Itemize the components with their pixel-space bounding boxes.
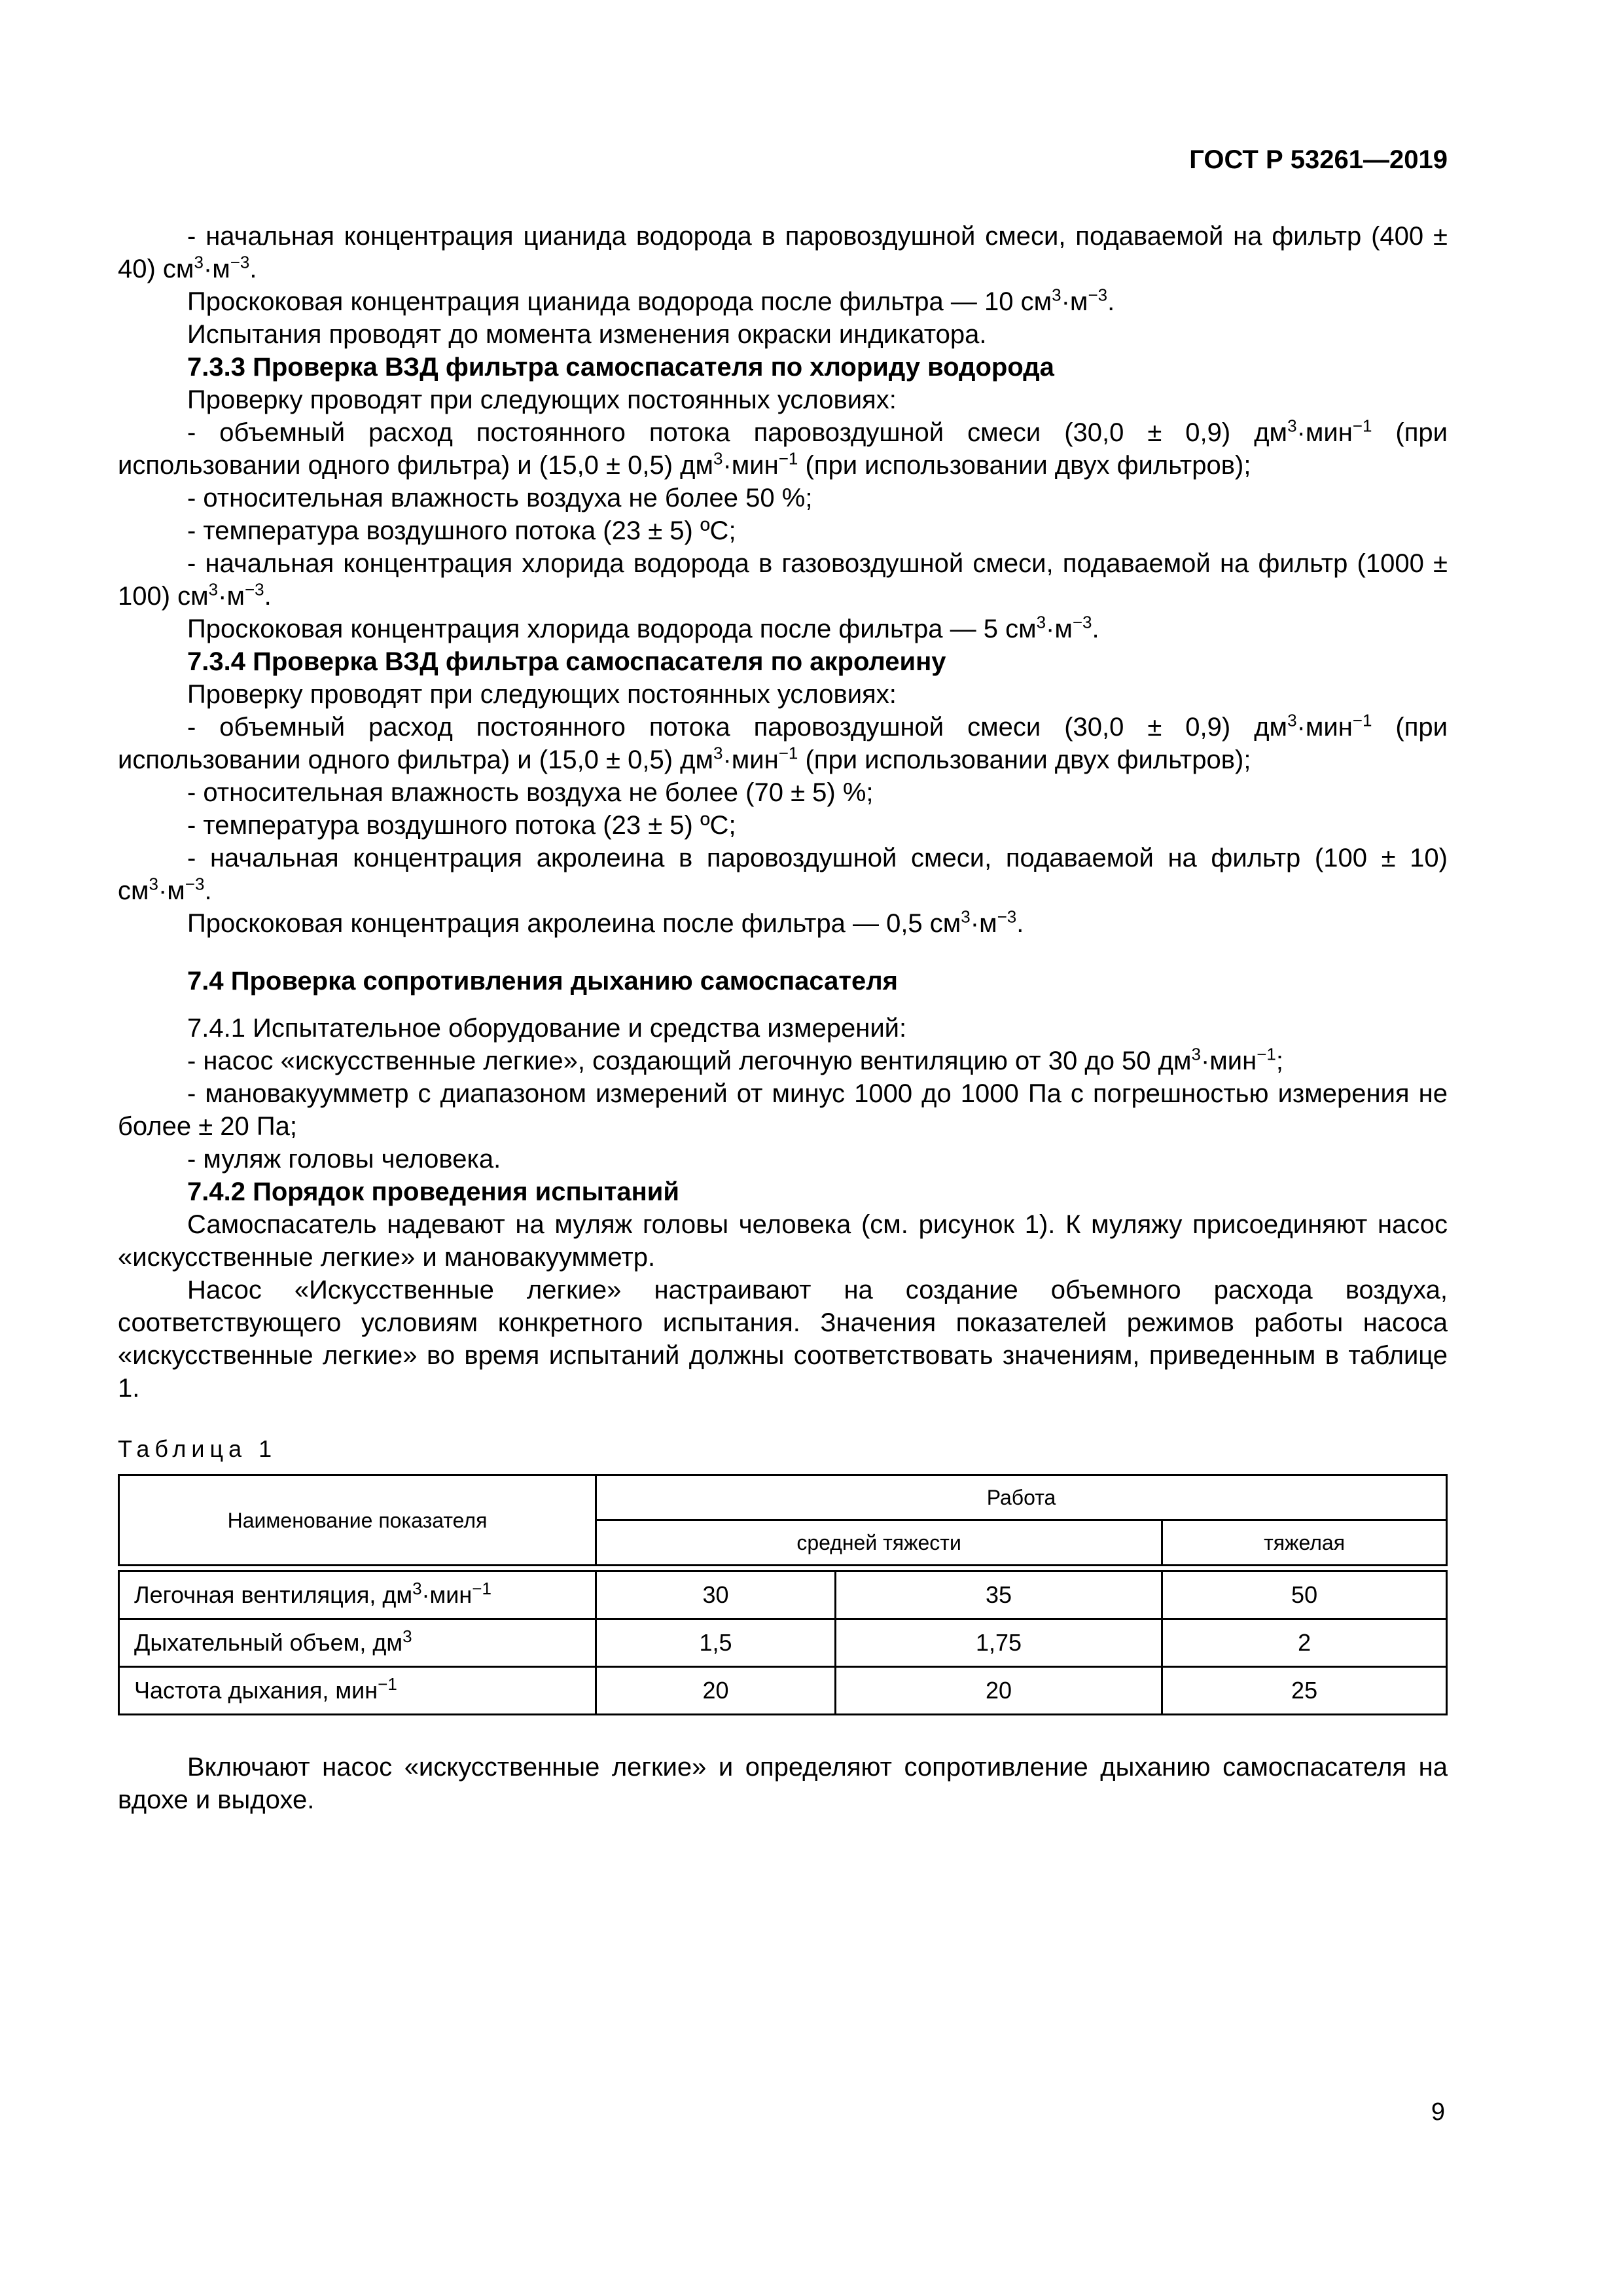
section-heading-7-4-2: 7.4.2 Порядок проведения испытаний bbox=[187, 1177, 679, 1206]
table-header-medium: средней тяжести bbox=[596, 1520, 1162, 1566]
paragraph-temperature: - температура воздушного потока (23 ± 5) ºС; bbox=[187, 516, 736, 545]
standard-header: ГОСТ Р 53261—2019 bbox=[1189, 145, 1448, 174]
paragraph-procedure-2: Насос «Искусственные легкие» настраивают на создание объемного расхода воздуха, соответствующего условиям конкретного испытания. Значения показателей режимов работы насоса «искусственные легкие» во время испытаний должны соответствовать значениям, приведенным в таблице 1. bbox=[118, 1276, 1448, 1403]
section-heading-7-3-3: 7.3.3 Проверка ВЗД фильтра самоспасателя по хлориду водорода bbox=[187, 353, 1054, 382]
paragraph-gauge: - мановакуумметр с диапазоном измерений от минус 1000 до 1000 Па с погрешностью измерения не более ± 20 Па; bbox=[118, 1079, 1448, 1141]
paragraph-hcn-initial-concentration: - начальная концентрация цианида водорода в паровоздушной смеси, подаваемой на фильтр (400 ± 40) $см^3\cdot м^{-3}$. bbox=[118, 222, 1448, 283]
table-cell-value: 20 bbox=[596, 1667, 836, 1715]
section-heading-7-3-4: 7.3.4 Проверка ВЗД фильтра самоспасателя по акролеину bbox=[187, 647, 946, 676]
table-cell-value: 1,5 bbox=[596, 1619, 836, 1667]
paragraph-acrolein-initial-concentration: - начальная концентрация акролеина в паровоздушной смеси, подаваемой на фильтр (100 ± 10) $см^3\cdot м^{-3}$. bbox=[118, 844, 1448, 905]
paragraph-hcl-initial-concentration: - начальная концентрация хлорида водорода в газовоздушной смеси, подаваемой на фильтр (1000 ± 100) $см^3\cdot м^{-3}$. bbox=[118, 549, 1448, 611]
table-cell-name: Дыхательный объем, $дм^3$ bbox=[119, 1619, 596, 1667]
table-cell-value: 20 bbox=[835, 1667, 1162, 1715]
paragraph-after-table: Включают насос «искусственные легкие» и определяют сопротивление дыханию самоспасателя на вдохе и выдохе. bbox=[118, 1753, 1448, 1814]
table-cell-value: 2 bbox=[1162, 1619, 1447, 1667]
table-row bbox=[119, 1571, 1447, 1619]
table-cell-value: 30 bbox=[596, 1571, 836, 1619]
paragraph-test-until-indicator: Испытания проводят до момента изменения окраски индикатора. bbox=[187, 320, 987, 349]
table-cell-value: 50 bbox=[1162, 1571, 1447, 1619]
paragraph-humidity: - относительная влажность воздуха не более (70 ± 5) %; bbox=[187, 778, 874, 807]
paragraph-temperature: - температура воздушного потока (23 ± 5) ºС; bbox=[187, 811, 736, 840]
paragraph-hcn-breakthrough: Проскоковая концентрация цианида водорода после фильтра — 10 $см^3\cdot м^{-3}$. bbox=[187, 285, 1115, 316]
table-cell-name: Легочная вентиляция, $дм^3\cdot мин^{-1}$ bbox=[119, 1571, 596, 1619]
table-caption: Таблица 1 bbox=[118, 1435, 277, 1462]
table-cell-value: 25 bbox=[1162, 1667, 1447, 1715]
table-row bbox=[119, 1619, 1447, 1667]
paragraph-humidity: - относительная влажность воздуха не более 50 %; bbox=[187, 484, 813, 512]
table-row bbox=[119, 1667, 1447, 1715]
table-cell-value: 1,75 bbox=[835, 1619, 1162, 1667]
table-pump-modes bbox=[118, 1474, 1448, 1715]
table-cell-name: Частота дыхания, мин$^{-1}$ bbox=[119, 1667, 596, 1715]
paragraph-conditions-intro: Проверку проводят при следующих постоянных условиях: bbox=[187, 680, 897, 709]
page-number: 9 bbox=[1431, 2098, 1445, 2126]
paragraph-hcl-breakthrough: Проскоковая концентрация хлорида водорода после фильтра — 5 $см^3\cdot м^{-3}$. bbox=[187, 612, 1099, 643]
paragraph-acrolein-breakthrough: Проскоковая концентрация акролеина после фильтра — 0,5 $см^3\cdot м^{-3}$. bbox=[187, 906, 1024, 938]
paragraph-pump: - насос «искусственные легкие», создающий легочную вентиляцию от 30 до 50 $дм^3\cdot мин^{-1}$; bbox=[187, 1044, 1284, 1075]
paragraph-equipment-intro: 7.4.1 Испытательное оборудование и средства измерений: bbox=[187, 1014, 907, 1043]
paragraph-flow-rate: - объемный расход постоянного потока паровоздушной смеси (30,0 ± 0,9) $дм^3\cdot мин^{-1}$ (при использовании одного фильтра) и (15,0 ± 0,5) $дм^3\cdot мин^{-1}$ (при использовании двух фильтров); bbox=[118, 416, 1448, 480]
paragraph-flow-rate: - объемный расход постоянного потока паровоздушной смеси (30,0 ± 0,9) $дм^3\cdot мин^{-1}$ (при использовании одного фильтра) и (15,0 ± 0,5) $дм^3\cdot мин^{-1}$ (при использовании двух фильтров); bbox=[118, 710, 1448, 774]
paragraph-conditions-intro: Проверку проводят при следующих постоянных условиях: bbox=[187, 386, 897, 414]
section-heading-7-4: 7.4 Проверка сопротивления дыханию самоспасателя bbox=[187, 967, 898, 996]
table-header-name: Наименование показателя bbox=[119, 1475, 596, 1566]
paragraph-head-dummy: - муляж головы человека. bbox=[187, 1145, 501, 1174]
table-cell-value: 35 bbox=[835, 1571, 1162, 1619]
table-header-work: Работа bbox=[596, 1475, 1447, 1520]
table-header-heavy: тяжелая bbox=[1162, 1520, 1447, 1566]
page-content bbox=[118, 220, 1448, 1816]
paragraph-procedure-1: Самоспасатель надевают на муляж головы человека (см. рисунок 1). К муляжу присоединяют насос «искусственные легкие» и мановакуумметр. bbox=[118, 1210, 1448, 1272]
